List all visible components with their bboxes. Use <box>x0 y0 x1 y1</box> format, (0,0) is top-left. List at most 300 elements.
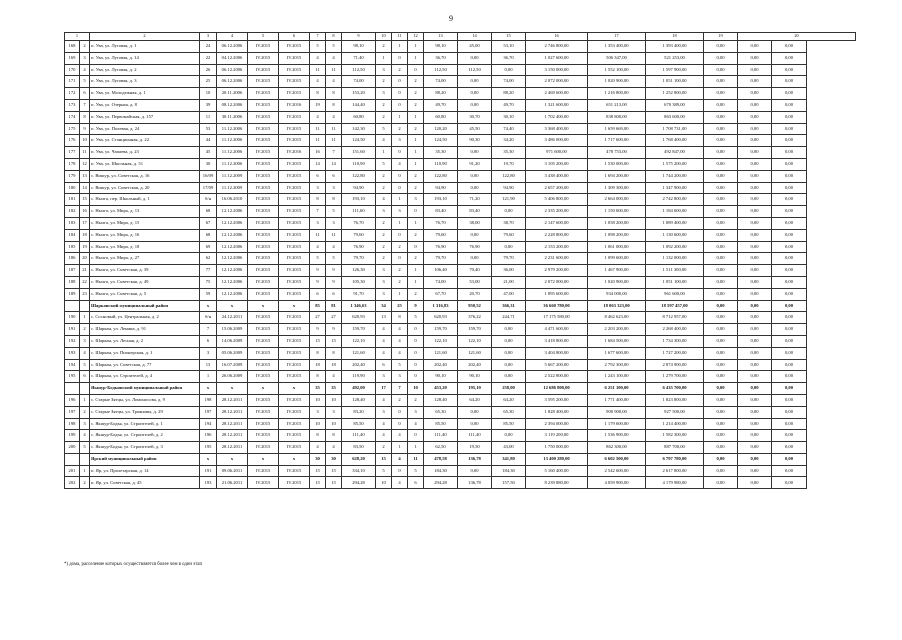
table-cell: 0,00 <box>492 430 526 442</box>
table-cell: 2 469 600,00 <box>526 88 588 100</box>
district-subtotal-row <box>65 453 856 465</box>
table-cell: 8 <box>310 371 326 383</box>
table-cell: 3 368 400,00 <box>526 123 588 135</box>
table-cell: 0,00 <box>458 253 492 265</box>
table-cell: IV.2015 <box>279 312 310 324</box>
table-cell: 2 657 200,00 <box>526 182 588 194</box>
table-cell: 15 <box>326 335 342 347</box>
table-cell: IV.2015 <box>248 253 279 265</box>
table-cell: х <box>279 300 310 312</box>
table-cell: 294,28 <box>342 477 376 489</box>
table-cell: 76,90 <box>424 241 458 253</box>
table-cell: 2 792 300,00 <box>588 359 646 371</box>
table-cell: 202,40 <box>458 359 492 371</box>
table-cell: IV.2015 <box>279 41 310 53</box>
table-cell: 1 130 600,00 <box>646 229 704 241</box>
table-cell: 3 <box>376 265 392 277</box>
table-cell: IV.2015 <box>248 158 279 170</box>
table-cell: IV.2015 <box>279 217 310 229</box>
table-cell: 74,00 <box>492 76 526 88</box>
table-cell: 111,40 <box>458 430 492 442</box>
table-cell: 1 <box>376 52 392 64</box>
address-cell: с. Якшур-Бодья, ул. Строителей, д. 2 <box>90 430 200 442</box>
table-cell: 4 <box>376 135 392 147</box>
table-cell: IV.2015 <box>248 324 279 336</box>
table-cell: 2 153 200,00 <box>526 241 588 253</box>
table-cell: 30,10 <box>492 111 526 123</box>
table-cell: 36,00 <box>492 265 526 277</box>
table-cell: 0,00 <box>704 430 738 442</box>
table-row <box>65 276 856 288</box>
table-cell: 0,00 <box>738 465 772 477</box>
table-cell: IV.2015 <box>279 229 310 241</box>
table-cell: 478,58 <box>424 453 458 465</box>
table-cell: 3 <box>80 335 90 347</box>
table-cell: 4 <box>326 442 342 454</box>
table-cell: 0,00 <box>704 158 738 170</box>
table-row <box>65 217 856 229</box>
table-cell: 9 <box>408 300 424 312</box>
table-cell: IV.2015 <box>279 170 310 182</box>
table-cell: 0,00 <box>772 265 807 277</box>
table-cell: IV.2015 <box>248 194 279 206</box>
table-cell: IV.2015 <box>248 52 279 64</box>
table-cell: 6 <box>310 170 326 182</box>
table-cell: IV.2015 <box>248 465 279 477</box>
table-cell: 67,70 <box>424 288 458 300</box>
table-cell: 3 150 000,00 <box>526 64 588 76</box>
table-cell: 45,00 <box>458 41 492 53</box>
address-cell: п. Ува, ул. Школьная, д. 51 <box>90 158 200 170</box>
table-row <box>65 265 856 277</box>
address-cell: Якшур-Бодьинский муниципальный район <box>90 383 200 395</box>
table-cell: 15 <box>310 465 326 477</box>
table-row <box>65 123 856 135</box>
table-cell: 5 <box>310 253 326 265</box>
table-cell: 76,70 <box>342 217 376 229</box>
table-cell: 202,40 <box>342 359 376 371</box>
table-cell: 334,10 <box>342 465 376 477</box>
table-cell: 1 <box>392 288 408 300</box>
table-cell: 9 <box>310 324 326 336</box>
table-cell: 862 300,00 <box>588 442 646 454</box>
table-cell: 4 <box>392 335 408 347</box>
table-cell: IV.2015 <box>248 406 279 418</box>
table-cell: 15 <box>326 477 342 489</box>
table-cell: 1 393 400,00 <box>646 41 704 53</box>
table-cell: 4 <box>310 52 326 64</box>
table-cell: 8 <box>392 312 408 324</box>
table-cell: 3 <box>326 182 342 194</box>
table-cell: 151,60 <box>342 147 376 159</box>
table-cell: 2 <box>376 111 392 123</box>
table-cell: 172 <box>65 88 80 100</box>
table-cell: 5 <box>376 158 392 170</box>
table-cell: 53,00 <box>458 276 492 288</box>
table-cell: 59 <box>200 288 217 300</box>
table-cell: 7 <box>80 99 90 111</box>
table-cell: 0,00 <box>704 99 738 111</box>
table-row <box>65 442 856 454</box>
table-cell: 2 <box>392 394 408 406</box>
table-cell: 2 <box>392 64 408 76</box>
table-cell: 110,90 <box>342 158 376 170</box>
column-number-cell: 9 <box>342 33 376 41</box>
table-cell: 0,00 <box>738 88 772 100</box>
table-cell: 6 <box>408 477 424 489</box>
table-cell: 183 <box>65 217 80 229</box>
table-cell: 05.06.2009 <box>217 347 248 359</box>
table-cell: 0 <box>408 430 424 442</box>
table-cell: 36,70 <box>492 52 526 64</box>
table-cell: 0,00 <box>738 394 772 406</box>
table-cell: 2 <box>376 182 392 194</box>
table-cell: 98,10 <box>424 41 458 53</box>
table-cell: 8 239 880,00 <box>526 477 588 489</box>
address-cell: п. Ува, ул. Полевая, д. 24 <box>90 123 200 135</box>
table-cell: 1 051 100,00 <box>646 276 704 288</box>
table-cell: 15 <box>376 453 392 465</box>
table-cell <box>80 453 90 465</box>
table-cell: 0,00 <box>738 170 772 182</box>
table-cell: 0,00 <box>492 335 526 347</box>
table-cell: 2 <box>408 170 424 182</box>
table-cell: 199 <box>65 430 80 442</box>
table-cell: х <box>248 453 279 465</box>
table-cell: 0,00 <box>704 170 738 182</box>
table-cell: 7 <box>326 147 342 159</box>
table-cell: 26.06.2009 <box>217 371 248 383</box>
table-cell: IV.2015 <box>248 288 279 300</box>
table-cell: 0,00 <box>772 135 807 147</box>
table-cell: 173 <box>65 99 80 111</box>
table-cell: 6 <box>376 359 392 371</box>
table-cell: 1 150 600,00 <box>588 206 646 218</box>
table-cell: 13 <box>80 170 90 182</box>
table-cell: 194 <box>200 418 217 430</box>
table-cell: 0 <box>408 359 424 371</box>
table-cell: 9 <box>326 324 342 336</box>
table-cell: 2 742 800,00 <box>646 194 704 206</box>
address-cell: п. Ува, ул. Первомайская, д. 157 <box>90 111 200 123</box>
table-cell: 900 900,00 <box>588 406 646 418</box>
table-cell: 8 <box>326 347 342 359</box>
table-cell: 0,00 <box>772 347 807 359</box>
table-cell: 2 072 000,00 <box>526 76 588 88</box>
table-cell: 60,80 <box>424 111 458 123</box>
table-cell: 3 418 800,00 <box>526 335 588 347</box>
table-cell: 1 <box>392 111 408 123</box>
table-cell: 09.06.2011 <box>217 465 248 477</box>
address-cell: с. Вишур, ул. Советская, д. 16 <box>90 170 200 182</box>
table-cell: 1 828 400,00 <box>526 406 588 418</box>
column-number-cell: 8 <box>326 33 342 41</box>
table-cell: 3 <box>408 406 424 418</box>
table-cell: 0,00 <box>738 383 772 395</box>
table-cell: 0 <box>408 241 424 253</box>
table-cell: 0 <box>408 347 424 359</box>
table-cell: 18 597 457,00 <box>646 300 704 312</box>
table-cell: IV.2015 <box>248 312 279 324</box>
table-cell: 1 536 900,00 <box>588 430 646 442</box>
table-cell: 0,00 <box>738 194 772 206</box>
table-cell: 1 347 900,00 <box>646 182 704 194</box>
column-number-cell: 13 <box>424 33 458 41</box>
table-cell: 179 <box>65 170 80 182</box>
table-cell: 0 <box>392 465 408 477</box>
address-cell: Ярский муниципальный район <box>90 453 200 465</box>
address-cell: с. Нылга, пер. Школьный, д. 1 <box>90 194 200 206</box>
table-cell: 30 <box>310 453 326 465</box>
table-cell: 2 <box>376 253 392 265</box>
table-cell: 1 <box>408 265 424 277</box>
table-cell: 177 <box>65 147 80 159</box>
table-cell: 2 <box>80 324 90 336</box>
table-cell: 0,00 <box>738 158 772 170</box>
table-cell: 1 702 400,00 <box>526 111 588 123</box>
table-cell: IV.2015 <box>248 64 279 76</box>
table-cell: 2 <box>408 123 424 135</box>
table-cell: 10 <box>200 88 217 100</box>
table-cell: 0,00 <box>772 300 807 312</box>
table-cell: 121,60 <box>342 347 376 359</box>
table-cell: 119,90 <box>342 371 376 383</box>
table-cell: 0,00 <box>738 347 772 359</box>
table-cell: IV.2015 <box>279 111 310 123</box>
table-cell: 90,30 <box>458 135 492 147</box>
table-cell: IV.2015 <box>279 88 310 100</box>
table-cell: 178 <box>65 158 80 170</box>
table-cell: 39 <box>200 99 217 111</box>
address-cell: п. Ува, ул. Молодежная, д. 1 <box>90 88 200 100</box>
table-cell: 5 <box>392 359 408 371</box>
table-cell: 5 <box>376 123 392 135</box>
table-cell: 5 <box>326 41 342 53</box>
table-cell: IV.2015 <box>279 52 310 64</box>
table-cell: 111,40 <box>424 430 458 442</box>
table-cell: 8 712 957,00 <box>646 312 704 324</box>
table-cell: 71,40 <box>342 52 376 64</box>
table-cell: 0,00 <box>772 194 807 206</box>
table-cell: 11 <box>310 135 326 147</box>
table-cell: 0,00 <box>704 359 738 371</box>
table-cell: 122,80 <box>424 170 458 182</box>
table-cell: 98,10 <box>342 41 376 53</box>
table-cell: 0,00 <box>738 217 772 229</box>
table-cell: 6 602 500,00 <box>588 453 646 465</box>
table-cell: 4 179 980,00 <box>646 477 704 489</box>
table-cell: 2 <box>392 241 408 253</box>
table-cell: 13 <box>200 359 217 371</box>
table-cell: 0,00 <box>458 52 492 64</box>
table-cell: 0 <box>392 170 408 182</box>
table-cell: IV.2015 <box>248 442 279 454</box>
table-cell: 11.12.2006 <box>217 147 248 159</box>
table-cell: 0,00 <box>458 147 492 159</box>
table-cell: 2 <box>80 477 90 489</box>
table-cell: 0,00 <box>704 147 738 159</box>
table-cell: IV.2015 <box>248 123 279 135</box>
table-cell: 24 <box>200 41 217 53</box>
table-cell: 30.11.2006 <box>217 111 248 123</box>
table-cell: 106,40 <box>424 265 458 277</box>
table-cell: 0,00 <box>738 276 772 288</box>
table-cell: 2 231 600,00 <box>526 253 588 265</box>
table-cell: 1 058 200,00 <box>588 217 646 229</box>
table-cell: 170 <box>65 64 80 76</box>
column-number-cell: 11 <box>392 33 408 41</box>
table-cell: 91,20 <box>458 158 492 170</box>
table-cell: 60,80 <box>342 111 376 123</box>
table-cell: 1 694 200,00 <box>588 170 646 182</box>
table-cell: 187 <box>65 265 80 277</box>
table-cell: 28.12.2011 <box>217 442 248 454</box>
table-row <box>65 406 856 418</box>
table-cell: 8 462 623,00 <box>588 312 646 324</box>
address-cell: п. Яр, ул. Советская, д. 45 <box>90 477 200 489</box>
table-cell: 4 <box>310 111 326 123</box>
table-cell: 1 750 000,00 <box>526 442 588 454</box>
table-cell: IV.2015 <box>279 158 310 170</box>
table-cell: 0,00 <box>458 418 492 430</box>
table-cell: 0,00 <box>704 182 738 194</box>
table-cell: 24.12.2011 <box>217 312 248 324</box>
table-cell: 90,10 <box>424 371 458 383</box>
table-row <box>65 465 856 477</box>
table-cell: 2 <box>408 88 424 100</box>
table-cell: 184,30 <box>424 465 458 477</box>
table-cell: 88,20 <box>492 88 526 100</box>
table-cell: 0,00 <box>772 383 807 395</box>
table-cell: 193 <box>200 477 217 489</box>
table-cell: 79,70 <box>424 253 458 265</box>
table-cell: 19 <box>80 241 90 253</box>
table-cell: 5 <box>310 41 326 53</box>
table-cell: 184 <box>65 229 80 241</box>
table-cell: х <box>279 383 310 395</box>
table-cell: 0,00 <box>772 147 807 159</box>
table-cell: 53,10 <box>492 41 526 53</box>
table-cell: 1 051 100,00 <box>646 76 704 88</box>
table-cell: 5 <box>326 253 342 265</box>
table-cell: 11.12.2006 <box>217 158 248 170</box>
table-cell: 1 <box>80 394 90 406</box>
table-cell: 124,50 <box>424 135 458 147</box>
table-cell: 0,00 <box>738 371 772 383</box>
table-cell: 0,00 <box>772 64 807 76</box>
table-cell: IV.2015 <box>248 418 279 430</box>
table-cell: 0,00 <box>704 324 738 336</box>
table-cell: 0 <box>392 99 408 111</box>
table-cell: 5 406 800,00 <box>526 194 588 206</box>
table-cell: 168 <box>65 41 80 53</box>
table-cell: б/н <box>200 194 217 206</box>
table-cell: 0,00 <box>704 217 738 229</box>
table-cell: 11.12.2009 <box>217 170 248 182</box>
table-cell: 25 <box>392 300 408 312</box>
table-cell: 35,30 <box>424 147 458 159</box>
table-cell: 8 <box>80 111 90 123</box>
table-cell: 79,60 <box>492 229 526 241</box>
table-cell: 85,50 <box>424 418 458 430</box>
table-cell: 1 597 900,00 <box>646 64 704 76</box>
table-cell: 11 <box>326 229 342 241</box>
table-cell: 0 <box>392 76 408 88</box>
address-cell: с. Нылга, ул. Мира, д. 16 <box>90 229 200 241</box>
table-cell: 28.12.2011 <box>217 394 248 406</box>
table-cell: 121,60 <box>424 347 458 359</box>
table-cell: 1 <box>392 194 408 206</box>
table-cell: 16/09 <box>200 170 217 182</box>
table-cell: IV.2015 <box>279 430 310 442</box>
table-cell: 30 <box>200 158 217 170</box>
housing-register-table <box>64 32 856 489</box>
table-cell: 971 600,00 <box>526 147 588 159</box>
table-cell: 195 <box>200 442 217 454</box>
table-cell: 189 <box>65 288 80 300</box>
table-cell: 2 <box>392 265 408 277</box>
table-cell: 112,50 <box>342 64 376 76</box>
table-cell: 91,70 <box>342 288 376 300</box>
table-cell: 34 <box>376 300 392 312</box>
table-cell: 71,20 <box>458 194 492 206</box>
table-cell: 10 <box>326 418 342 430</box>
table-cell: 5 <box>80 359 90 371</box>
table-cell: 5 <box>80 442 90 454</box>
table-cell: 186 <box>65 253 80 265</box>
table-cell: 6 <box>326 170 342 182</box>
table-cell: IV.2015 <box>248 241 279 253</box>
table-cell: 36 660 780,00 <box>526 300 588 312</box>
table-cell: 1 <box>80 465 90 477</box>
table-cell: 0,00 <box>704 241 738 253</box>
table-cell: 3 <box>376 276 392 288</box>
table-cell: 169 <box>65 52 80 64</box>
address-cell: п. Ува, ул. Луговая, д. 3 <box>90 76 200 88</box>
table-cell: 4 <box>376 430 392 442</box>
table-cell: 1 895 600,00 <box>526 288 588 300</box>
table-cell: 159,70 <box>342 324 376 336</box>
table-cell: 1 768 400,00 <box>646 135 704 147</box>
table-cell: 1 309 300,00 <box>588 182 646 194</box>
table-cell: 2 <box>376 442 392 454</box>
table-cell: 184,30 <box>492 465 526 477</box>
table-cell: 144,40 <box>342 99 376 111</box>
table-cell: 0 <box>408 64 424 76</box>
table-cell: 887 700,00 <box>646 442 704 454</box>
table-cell: 15 <box>310 477 326 489</box>
table-cell: IV.2015 <box>279 324 310 336</box>
table-cell: 1 316,83 <box>424 300 458 312</box>
table-cell: IV.2015 <box>248 41 279 53</box>
table-cell: IV.2015 <box>248 206 279 218</box>
table-cell: 67 <box>200 217 217 229</box>
table-cell: 0,00 <box>704 253 738 265</box>
table-cell: 185 <box>65 241 80 253</box>
table-cell: 0,00 <box>738 147 772 159</box>
table-cell: 2 <box>80 41 90 53</box>
table-cell: 950,52 <box>458 300 492 312</box>
table-cell: 0,00 <box>772 442 807 454</box>
table-cell: 16 <box>80 206 90 218</box>
table-cell: IV.2015 <box>279 335 310 347</box>
table-cell: 0,00 <box>738 359 772 371</box>
table-cell: 128,40 <box>424 394 458 406</box>
table-cell: 0,00 <box>738 253 772 265</box>
address-cell: п. Ува, ул. Озерная, д. 8 <box>90 99 200 111</box>
table-cell: 74,00 <box>424 276 458 288</box>
table-cell: 38,70 <box>492 217 526 229</box>
